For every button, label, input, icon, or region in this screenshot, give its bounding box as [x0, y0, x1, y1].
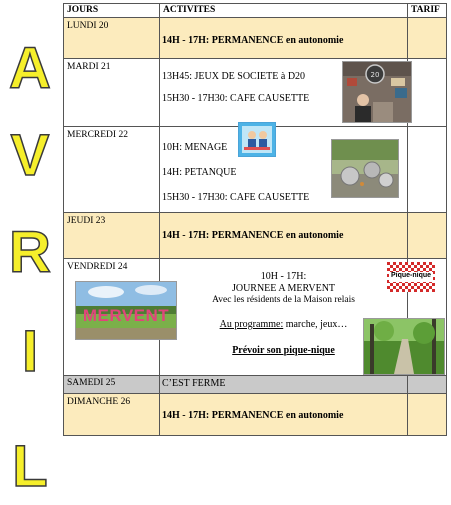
price-cell	[408, 213, 447, 259]
row-mercredi	[64, 127, 447, 213]
activity-text: 14H - 17H: PERMANENCE en autonomie	[162, 35, 344, 46]
programme-label: Au programme:	[219, 319, 284, 330]
day-label: VENDREDI 24	[67, 262, 128, 272]
picnic-note: Prévoir son pique-nique	[232, 345, 335, 356]
schedule-table	[63, 3, 447, 436]
activity-cell	[160, 127, 408, 213]
activity-cell	[160, 376, 408, 394]
activity-text: 10H: MENAGE	[162, 142, 228, 153]
price-cell	[408, 394, 447, 436]
activity-cell	[160, 394, 408, 436]
activity-cell	[160, 213, 408, 259]
header-row	[64, 4, 447, 18]
activity-cell	[160, 59, 408, 127]
activity-cell	[160, 18, 408, 59]
day-label: DIMANCHE 26	[64, 394, 160, 436]
row-samedi	[64, 376, 447, 394]
svg-text:20: 20	[370, 71, 380, 79]
month-letter-i: I	[21, 319, 39, 384]
month-letter-r: R	[9, 220, 51, 285]
price-cell	[408, 376, 447, 394]
picnic-logo	[387, 262, 435, 292]
activity-text: 14H: PETANQUE	[162, 167, 237, 178]
activity-text: 14H - 17H: PERMANENCE en autonomie	[162, 410, 344, 421]
price-cell	[408, 18, 447, 59]
activity-cell	[160, 259, 432, 376]
cleaning-icon	[238, 122, 276, 157]
mervent-sign: MERVENT	[82, 306, 170, 325]
row-mardi	[64, 59, 447, 127]
month-letter-l: L	[12, 434, 48, 499]
forest-path-photo	[363, 318, 445, 375]
day-label: SAMEDI 25	[64, 376, 160, 394]
event-time: 10H - 17H:	[260, 271, 307, 282]
day-label: LUNDI 20	[64, 18, 160, 59]
day-label: MARDI 21	[64, 59, 160, 127]
day-label: JEUDI 23	[64, 213, 160, 259]
activity-text: 13H45: JEUX DE SOCIETE à D20	[162, 71, 306, 82]
event-title: JOURNEE A MERVENT	[231, 283, 336, 294]
header-tarif: TARIF	[408, 4, 447, 18]
activity-text: 15H30 - 17H30: CAFE CAUSETTE	[162, 93, 310, 104]
programme-text: marche, jeux…	[283, 319, 348, 330]
day-label: MERCREDI 22	[64, 127, 160, 213]
activity-text: 15H30 - 17H30: CAFE CAUSETTE	[162, 192, 310, 203]
month-letter-a: A	[9, 36, 51, 101]
event-subtitle: Avec les résidents de la Maison relais	[212, 295, 355, 305]
header-activites: ACTIVITES	[160, 4, 408, 18]
petanque-photo	[331, 139, 399, 198]
price-cell	[408, 59, 447, 127]
game-shop-photo	[342, 61, 412, 123]
month-letter-v: V	[10, 123, 50, 188]
activity-text: C’EST FERME	[162, 378, 226, 389]
activity-text: 14H - 17H: PERMANENCE en autonomie	[162, 230, 344, 241]
picnic-sign: Pique-nique	[390, 272, 432, 279]
header-jours: JOURS	[64, 4, 160, 18]
price-cell	[408, 127, 447, 213]
row-jeudi	[64, 213, 447, 259]
row-lundi	[64, 18, 447, 59]
row-dimanche	[64, 394, 447, 436]
mervent-photo	[75, 281, 177, 340]
